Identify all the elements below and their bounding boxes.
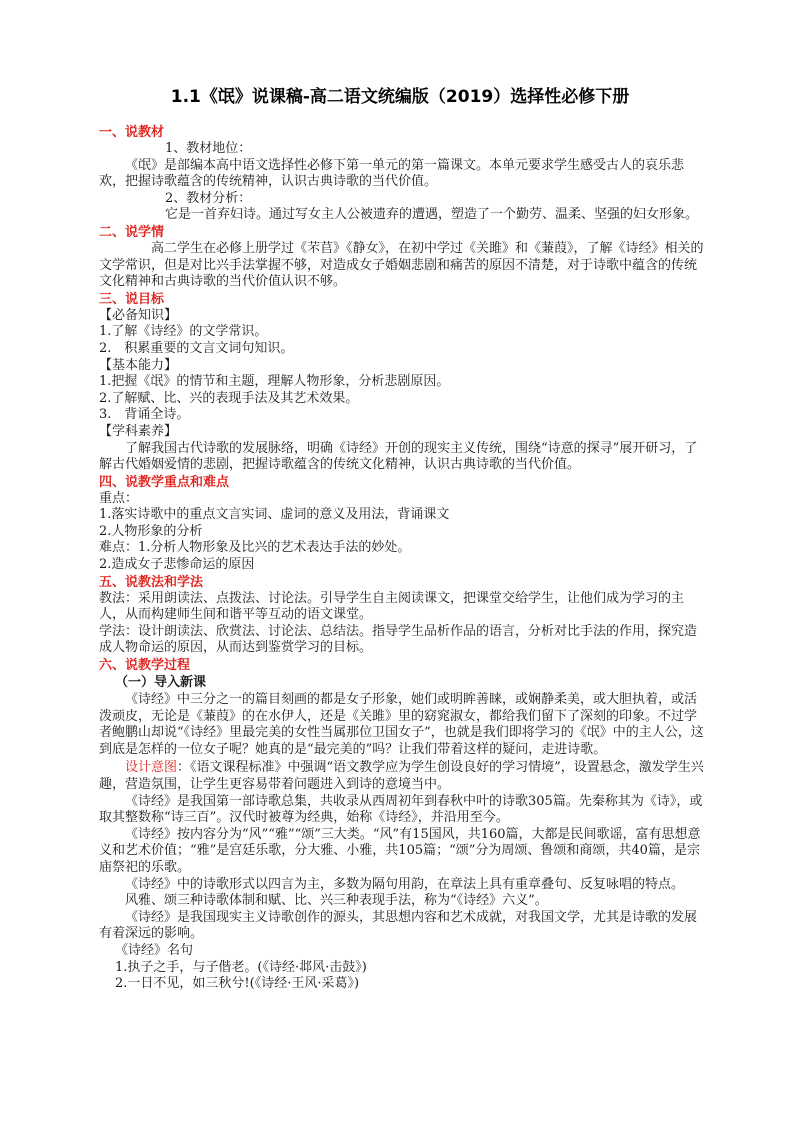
paragraph: 高二学生在必修上册学过《芣苢》《静女》，在初中学过《关雎》和《蒹葭》，了解《诗经》相关的文学常识，但是对比兴手法掌握不够，对造成女子婚姻悲剧和痛苦的原因不清楚，对于诗歌中蕴含的传统文化精神和古典诗歌的当代价值认识不够。	[99, 240, 704, 290]
section-heading-textbook: 一、说教材	[99, 125, 165, 140]
document-title: 1.1《氓》说课稿-高二语文统编版（2019）选择性必修下册	[170, 87, 630, 107]
list-label: 【必备知识】	[99, 307, 178, 323]
list-item: 2.人物形象的分析	[99, 523, 203, 539]
section-heading-key-points: 四、说教学重点和难点	[99, 474, 230, 490]
section-heading-students: 二、说学情	[99, 224, 165, 240]
list-label: 重点：	[99, 490, 139, 506]
paragraph: 风雅、颂三种诗歌体制和赋、比、兴三种表现手法，称为“《诗经》六义”。	[125, 893, 548, 909]
paragraph: 了解我国古代诗歌的发展脉络，明确《诗经》开创的现实主义传统，围绕“诗意的探寻”展开研习，了解古代婚姻爱情的悲剧，把握诗歌蕴含的传统文化精神，认识古典诗歌的当代价值。	[99, 440, 698, 473]
list-item: 2. 积累重要的文言文词句知识。	[99, 340, 294, 356]
quote-item: 1.执子之手，与子偕老。(《诗经·邶风·击鼓》)	[115, 959, 367, 975]
paragraph: 《诗经》是我国现实主义诗歌创作的源头，其思想内容和艺术成就，对我国文学，尤其是诗歌的发展有着深远的影响。	[99, 909, 698, 942]
paragraph: 2、教材分析：	[165, 190, 252, 206]
paragraph: 《诗经》是我国第一部诗歌总集，共收录从西周初年到春秋中叶的诗歌305篇。先秦称其为《诗》，或取其整数称“诗三百”。汉代时被尊为经典，始称《诗经》，并沿用至今。	[99, 793, 703, 826]
list-item: 2.了解赋、比、兴的表现手法及其艺术效果。	[99, 390, 359, 406]
paragraph: 它是一首弃妇诗。通过写女主人公被遗弃的遭遇，塑造了一个勤劳、温柔、坚强的妇女形象。	[165, 207, 699, 223]
design-intent-paragraph	[99, 760, 709, 793]
design-intent-text: ：《语文课程标准》中强调“语文教学应为学生创设良好的学习情境”，设置悬念，激发学生兴趣，营造氛围，让学生更容易带着问题进入到诗的意境当中。	[99, 760, 704, 792]
paragraph: 《诗经》中三分之一的篇目刻画的都是女子形象，她们或明眸善睐，或娴静柔美，或大胆执着，或活泼顽皮，无论是《蒹葭》的在水伊人，还是《关雎》里的窈窕淑女，都给我们留下了深刻的印象。不过学者鲍鹏山却说“《诗经》里最完美的女性当属那位卫国女子”，也就是我们即将学习的《氓》中的主人公，这到底是怎样的一位女子呢？她真的是“最完美的”吗？让我们带着这样的疑问，走进诗歌。	[99, 692, 704, 757]
list-label: 《诗经》名句	[115, 942, 194, 958]
paragraph: 《诗经》中的诗歌形式以四言为主，多数为隔句用韵，在章法上具有重章叠句、反复咏唱的特点。	[125, 876, 685, 892]
list-item: 2.造成女子悲惨命运的原因	[99, 557, 255, 573]
paragraph: 教法：采用朗读法、点拨法、讨论法。引导学生自主阅读课文，把课堂交给学生，让他们成为学习的主人，从而构建师生间和谐平等互动的语文课堂。	[99, 590, 685, 623]
section-heading-goals: 三、说目标	[99, 291, 165, 307]
paragraph: 《氓》是部编本高中语文选择性必修下第一单元的第一篇课文。本单元要求学生感受古人的哀乐悲欢，把握诗歌蕴含的传统精神，认识古典诗歌的当代价值。	[99, 157, 685, 190]
section-heading-process: 六、说教学过程	[99, 658, 191, 674]
subsection-heading-intro: （一）导入新课	[115, 675, 207, 691]
section-heading-methods: 五、说教法和学法	[99, 574, 204, 590]
paragraph: 1、教材地位：	[165, 141, 252, 156]
list-item: 1.落实诗歌中的重点文言实词、虚词的意义及用法，背诵课文	[99, 507, 450, 523]
paragraph: 《诗经》按内容分为“风”“雅”“颂”三大类。“风”有15国风，共160篇，大都是民间歌谣，富有思想意义和艺术价值；“雅”是宫廷乐歌，分大雅、小雅，共105篇；“颂”分为周颂、鲁颂和商颂，共40篇，是宗庙祭祀的乐歌。	[99, 826, 701, 875]
list-item: 1.把握《氓》的情节和主题，理解人物形象，分析悲剧原因。	[99, 374, 450, 390]
document-body	[99, 124, 709, 993]
quote-item: 2.一日不见，如三秋兮!(《诗经·王风·采葛》)	[115, 976, 360, 992]
list-item: 3. 背诵全诗。	[99, 407, 190, 423]
list-item: 难点：1.分析人物形象及比兴的艺术表达手法的妙处。	[99, 540, 411, 556]
list-label: 【学科素养】	[99, 423, 178, 439]
paragraph: 学法：设计朗读法、欣赏法、讨论法、总结法。指导学生品析作品的语言，分析对比手法的作用，探究造成人物命运的原因，从而达到鉴赏学习的目标。	[99, 623, 698, 656]
list-label: 【基本能力】	[99, 357, 178, 373]
list-item: 1.了解《诗经》的文学常识。	[99, 324, 268, 340]
design-intent-label: 设计意图	[125, 760, 178, 776]
